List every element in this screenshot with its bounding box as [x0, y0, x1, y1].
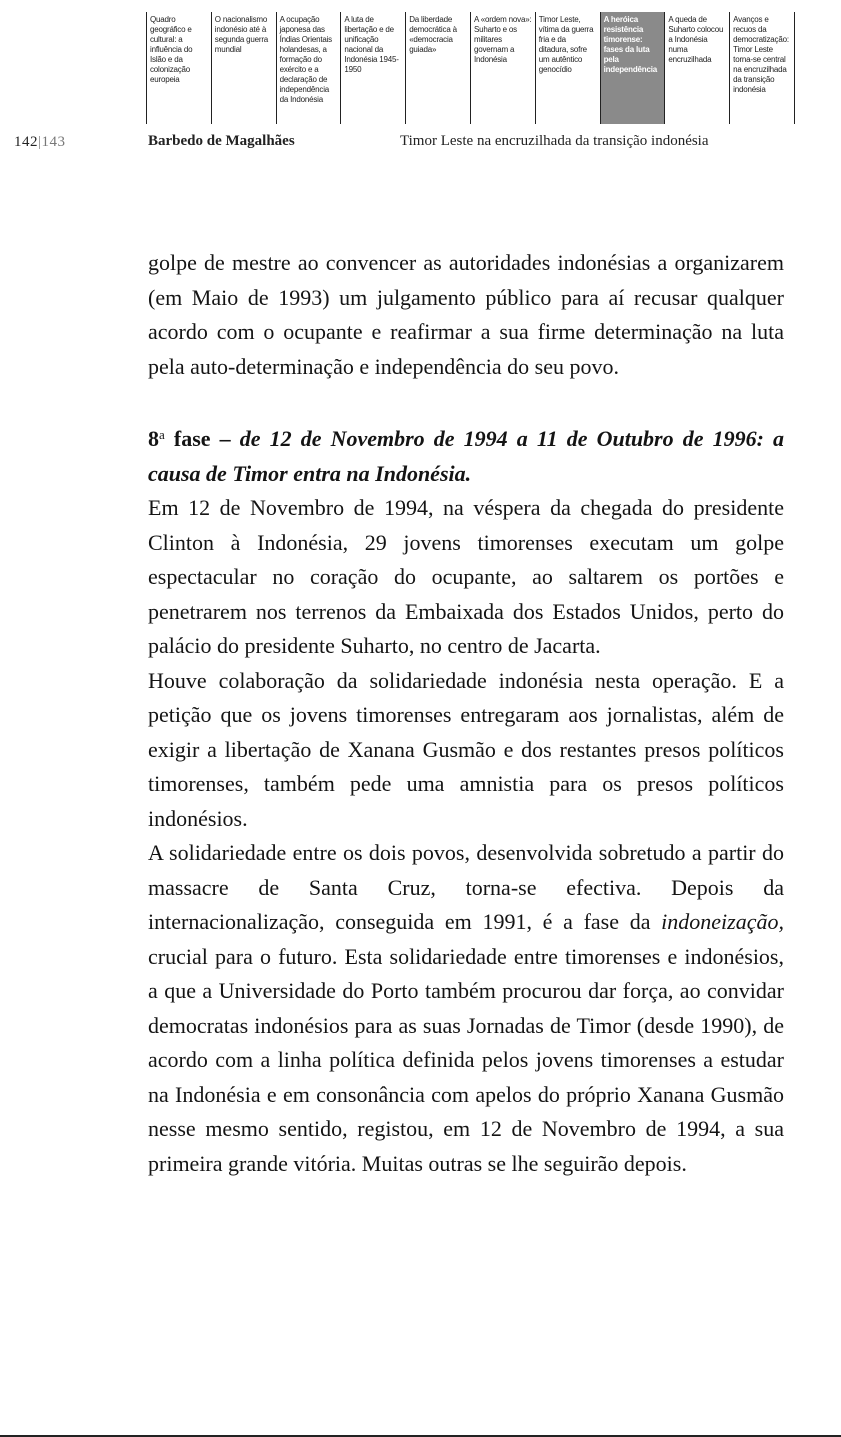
- chapter-tab-5[interactable]: Da liberdade democrática à «democracia guiada»: [406, 12, 471, 124]
- chapter-tab-3[interactable]: A ocupação japonesa das Índias Orientais holandesas, a formação do exército e a declaração de independência da Indonésia: [277, 12, 342, 124]
- running-title: Timor Leste na encruzilhada da transição indonésia: [400, 133, 709, 149]
- emphasis-indoneizacao: indoneização,: [661, 909, 784, 934]
- page-number-separator: |: [38, 134, 42, 150]
- author-name: Barbedo de Magalhães: [148, 133, 295, 149]
- page-number-right: 143: [41, 134, 66, 150]
- chapter-navigation-strip: [146, 12, 795, 124]
- paragraph-2: Em 12 de Novembro de 1994, na véspera da chegada do presidente Clinton à Indonésia, 29 jovens timorenses executam um golpe espectacular no coração do ocupante, ao saltarem os portões e penetrarem nos terrenos da Embaixada dos Estados Unidos, perto do palácio do presidente Suharto, no centro de Jacarta.: [148, 495, 784, 658]
- chapter-tab-1[interactable]: Quadro geográfico e cultural: a influência do Islão e da colonização europeia: [147, 12, 212, 124]
- heading-dates: de 12 de Novembro de 1994 a 11 de Outubro de 1996: a causa de Timor entra na Indonésia.: [148, 426, 785, 486]
- paragraph-4: [148, 836, 784, 1181]
- page-number-left: 142: [14, 134, 38, 150]
- chapter-tab-2[interactable]: O nacionalismo indonésio até à segunda guerra mundial: [212, 12, 277, 124]
- paragraph-1: golpe de mestre ao convencer as autoridades indonésias a organizarem (em Maio de 1993) um julgamento público para aí recusar qualquer acordo com o ocupante e reafirmar a sua firme determinação na luta pela auto-determinação e independência do seu povo.: [148, 250, 784, 379]
- heading-ordinal: a: [159, 427, 165, 442]
- paragraph-4-end: crucial para o futuro. Esta solidariedade entre timorenses e indonésios, a que a Universidade do Porto também procurou dar força, ao convidar democratas indonésios para as suas Jornadas de Timor (desde 1990), de acordo com a linha política definida pelos jovens timorenses a estudar na Indonésia e em consonância com apelos do próprio Xanana Gusmão nesse mesmo sentido, registou, em 12 de Novembro de 1994, a sua primeira grande vitória. Muitas outras se lhe seguirão depois.: [148, 943, 784, 1176]
- chapter-tab-6[interactable]: A «ordem nova»: Suharto e os militares governam a Indonésia: [471, 12, 536, 124]
- chapter-tab-8-active[interactable]: A heróica resistência timorense: fases da luta pela independência: [601, 12, 666, 124]
- section-spacer: [148, 384, 784, 418]
- heading-dash: –: [210, 426, 240, 451]
- chapter-tab-10[interactable]: Avanços e recuos da democratização: Timor Leste torna-se central na encruzilhada da transição indonésia: [730, 12, 795, 124]
- paragraph-4-start: A solidariedade entre os dois povos, desenvolvida sobretudo a partir do massacre de Santa Cruz, torna-se efectiva. Depois da internacionalização, conseguida em 1991, é a fase da: [148, 840, 784, 934]
- chapter-tab-7[interactable]: Timor Leste, vítima da guerra fria e da ditadura, sofre um autêntico genocídio: [536, 12, 601, 124]
- page-numbers: [14, 134, 66, 151]
- chapter-tab-9[interactable]: A queda de Suharto colocou a Indonésia numa encruzilhada: [665, 12, 730, 124]
- paragraph-3: Houve colaboração da solidariedade indonésia nesta operação. E a petição que os jovens timorenses entregaram aos jornalistas, além de exigir a libertação de Xanana Gusmão e dos restantes presos políticos timorenses, também pede uma amnistia para os presos políticos indonésios.: [148, 667, 784, 831]
- heading-number: 8: [148, 426, 159, 451]
- section-heading: [148, 418, 784, 491]
- chapter-tab-4[interactable]: A luta de libertação e de unificação nacional da Indonésia 1945-1950: [341, 12, 406, 124]
- heading-word: fase: [164, 426, 211, 451]
- page-body: [148, 246, 784, 1181]
